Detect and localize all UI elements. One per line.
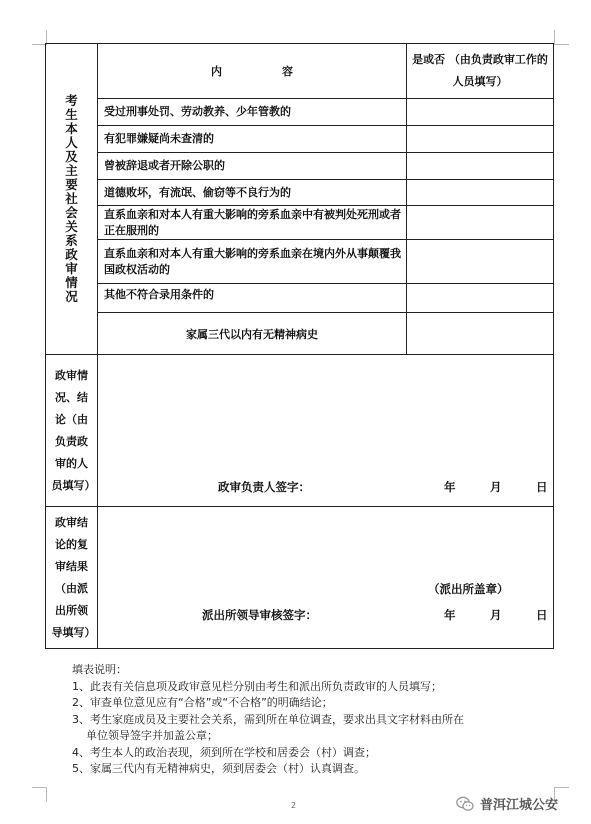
content-header-text-1: 内 [211, 65, 222, 78]
form-instructions [72, 662, 464, 778]
police-seal-label: （派出所盖章） [428, 582, 509, 596]
table-row [46, 206, 554, 240]
review-label: 政审情况、结论（由负责政审的人员填写） [51, 368, 96, 492]
table-row [46, 180, 554, 206]
answer-cell[interactable] [407, 180, 554, 206]
review-month-label: 月 [490, 480, 502, 494]
yes-no-header: 是或否 （由负责政审工作的人员填写） [407, 44, 554, 99]
review-label-cell [46, 355, 98, 507]
table-row [46, 284, 554, 313]
watermark-text: 普洱江城公安 [480, 798, 559, 813]
wechat-icon [456, 796, 474, 812]
crop-mark-bottom-left [32, 787, 47, 802]
item-label: 道德败坏，有流氓、偷窃等不良行为的 [98, 180, 407, 206]
side-label-cell [46, 44, 98, 355]
family-history-answer[interactable] [407, 313, 554, 355]
item-label: 曾被辞退或者开除公职的 [98, 153, 407, 180]
answer-cell[interactable] [407, 284, 554, 313]
table-row [46, 240, 554, 284]
political-review-form [45, 43, 554, 649]
content-header-text-2: 容 [282, 65, 293, 78]
table-header-row [46, 44, 554, 99]
recheck-label: 政审结论的复审结果（由派出所领导填写） [51, 515, 96, 639]
item-label: 受过刑事处罚、劳动教养、少年管教的 [98, 99, 407, 126]
crop-mark-top-right [554, 30, 569, 45]
family-history-label: 家属三代以内有无精神病史 [98, 313, 407, 355]
answer-cell[interactable] [407, 153, 554, 180]
instruction-line: 4、考生本人的政治表现，须到所在学校和居委会（村）调查； [72, 745, 376, 759]
instructions-title: 填表说明： [72, 663, 127, 676]
recheck-day-label: 日 [536, 608, 548, 622]
watermark [456, 794, 558, 813]
recheck-year-label: 年 [444, 608, 456, 622]
answer-cell[interactable] [407, 99, 554, 126]
recheck-month-label: 月 [490, 608, 502, 622]
family-history-row [46, 313, 554, 355]
instruction-line: 5、家属三代内有无精神病史，须到居委会（村）认真调查。 [72, 762, 365, 775]
table-row [46, 126, 554, 153]
review-row [46, 355, 554, 507]
recheck-row [46, 507, 554, 649]
recheck-signature-label: 派出所领导审核签字： [202, 608, 317, 622]
instruction-line: 2、审查单位意见应有“合格”或“不合格”的明确结论； [72, 696, 333, 709]
table-row [46, 99, 554, 126]
item-label: 直系血亲和对本人有重大影响的旁系血亲在境内外从事颠覆我国政权活动的 [98, 240, 407, 284]
recheck-content-area[interactable] [98, 507, 554, 649]
answer-cell[interactable] [407, 206, 554, 240]
review-signature-label: 政审负责人签字： [218, 480, 310, 494]
side-label: 考生本人及主要社会关系政审情况 [65, 93, 78, 304]
item-label: 其他不符合录用条件的 [98, 284, 407, 313]
item-label: 有犯罪嫌疑尚未查清的 [98, 126, 407, 153]
recheck-label-cell [46, 507, 98, 649]
answer-cell[interactable] [407, 126, 554, 153]
instruction-line: 3、考生家庭成员及主要社会关系，需到所在单位调查，要求出具文字材料由所在 [72, 712, 464, 726]
table-row [46, 153, 554, 180]
item-label: 直系血亲和对本人有重大影响的旁系血亲中有被判处死刑或者正在服刑的 [98, 206, 407, 240]
answer-cell[interactable] [407, 240, 554, 284]
page-number: 2 [291, 801, 297, 810]
review-content-area[interactable] [98, 355, 554, 507]
instruction-line: 单位领导签字并加盖公章； [86, 729, 218, 742]
review-day-label: 日 [536, 480, 548, 494]
content-header [98, 44, 407, 99]
review-year-label: 年 [444, 480, 456, 494]
instruction-line: 1、此表有关信息项及政审意见栏分别由考生和派出所负责政审的人员填写； [72, 679, 442, 693]
